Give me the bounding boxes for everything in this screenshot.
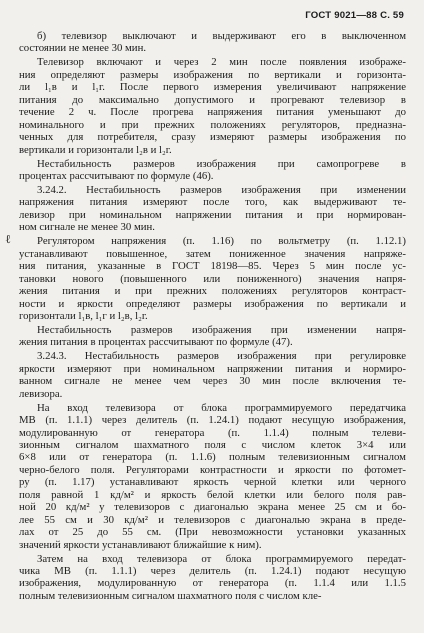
- text-line: б) телевизор выключают и выдерживают его в выключенном: [37, 30, 406, 42]
- paragraph: [19, 324, 406, 349]
- text-line: ру (п. 1.17) устанавливают яркость черной клетки или черного: [19, 476, 406, 489]
- paragraph: [19, 30, 406, 55]
- paragraph: [19, 402, 406, 551]
- text-line: состоянии не менее 30 мин.: [19, 42, 147, 55]
- text-line: горизонтали l₁в, l₁г и l₂в, l₂г.: [19, 309, 148, 322]
- text-line: ния определяют размеры изображения по вертикали и горизонта-: [19, 68, 406, 81]
- text-line: Нестабильность размеров изображения при изменении напря-: [37, 323, 406, 336]
- text-line: номинального и при прежних положениях регуляторов, предназна-: [19, 118, 406, 131]
- text-line: лах от 25 до 55 см. (При невозможности установки указанных: [19, 526, 406, 539]
- text-line: Телевизор включают и через 2 мин после появления изображе-: [37, 56, 406, 69]
- text-line: Нестабильность размеров изображения при самопрогреве в: [37, 157, 406, 170]
- text-line: жения питания в процентах рассчитывают по формуле (47).: [19, 336, 293, 349]
- text-line: модулированную от генератора (п. 1.1.4) полным телеви-: [19, 426, 406, 439]
- text-line: тановки нового (повышенного или пониженного) значения напря-: [19, 272, 406, 285]
- margin-mark: ℓ: [5, 232, 11, 246]
- text-line: МВ (п. 1.1.1) через делитель (п. 1.24.1) подают несущую изображения,: [19, 414, 406, 427]
- paragraph: [19, 158, 406, 183]
- text-line: левизора.: [19, 387, 63, 400]
- text-line: ной 20 кд/м² у телевизоров с диагональю экрана менее 25 см и бо-: [19, 501, 406, 514]
- text-line: ченных для потребителя, сразу измеряют размеры изображения по: [19, 131, 406, 144]
- text-line: жения питания и при прежних положениях регуляторов контраст-: [19, 285, 406, 298]
- text-line: ности и яркости определяют размеры изображения по вертикали и: [19, 297, 406, 310]
- text-line: яркости измеряют при номинальном напряжении питания и нормиро-: [19, 362, 406, 375]
- paragraph: [19, 184, 406, 234]
- paragraph: [19, 235, 406, 322]
- text-line: Затем на вход телевизора от блока программируемого передат-: [37, 552, 406, 565]
- text-line: ном сигнале не менее 30 мин.: [19, 221, 155, 234]
- text-line: левизор при номинальном напряжении питания и при нормирован-: [19, 208, 406, 221]
- page-header: ГОСТ 9021—88 С. 59: [305, 10, 404, 21]
- paragraph: [19, 553, 406, 603]
- text-line: питания до максимально допустимого и прогревают телевизор в: [19, 93, 406, 106]
- text-line: изображения, модулированную от генератора (п. 1.1.4 или 1.1.5: [19, 577, 406, 590]
- text-line: черно-белого поля. Регуляторами контрастности и яркости по фотомет-: [19, 463, 406, 476]
- text-line: течение 2 ч. После прогрева напряжения питания уменьшают до: [19, 106, 406, 119]
- text-line: 3.24.2. Нестабильность размеров изображения при изменении: [37, 183, 406, 196]
- text-line: процентах рассчитывают по формуле (46).: [19, 169, 214, 182]
- text-line: полным телевизионным сигналом шахматного поля с числом кле-: [19, 589, 322, 602]
- text-line: 3.24.3. Нестабильность размеров изображения при регулировке: [37, 350, 406, 363]
- text-line: значений яркости устанавливают ближайшие к ним).: [19, 538, 262, 551]
- text-line: 6×8 или от генератора (п. 1.1.6) полным телевизионным сигналом: [19, 451, 406, 464]
- paragraph: [19, 350, 406, 400]
- text-line: ли l₁в и l₁г. После первого измерения увеличивают напряжение: [19, 81, 406, 94]
- text-line: ния питания, указанные в ГОСТ 18198—85. Через 5 мин после ус-: [19, 260, 406, 273]
- text-line: напряжения питания измеряют после того, как выдерживают те-: [19, 196, 406, 209]
- text-line: Регулятором напряжения (п. 1.16) по вольтметру (п. 1.12.1): [37, 235, 406, 248]
- text-line: поля равной 1 кд/м² и яркость белой клетки или белого поля рав-: [19, 488, 406, 501]
- paragraph: [19, 56, 406, 156]
- text-line: зионным сигналом шахматного поля с числом клеток 3×4 или: [19, 439, 406, 451]
- text-line: лее 55 см и 30 кд/м² и телевизоров с диагональю экрана в преде-: [19, 513, 406, 526]
- text-line: устанавливают повышенное, затем пониженное значения напряже-: [19, 247, 406, 260]
- text-line: ванном сигнале не менее чем через 30 мин после включения те-: [19, 375, 406, 388]
- text-line: чика МВ (п. 1.1.1) через делитель (п. 1.24.1) подают несущую: [19, 565, 406, 578]
- document-body: [19, 30, 406, 604]
- text-line: На вход телевизора от блока программируемого передатчика: [37, 401, 406, 414]
- text-line: вертикали и горизонтали l₂в и l₂г.: [19, 143, 172, 156]
